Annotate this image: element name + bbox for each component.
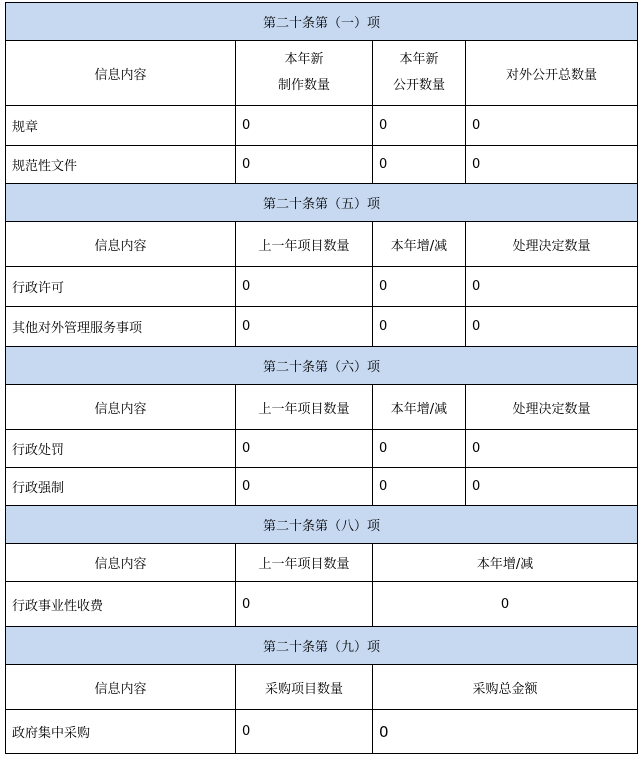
table-row xyxy=(6,468,638,506)
header-prev-year-count: 上一年项目数量 xyxy=(236,222,373,267)
row-label: 行政处罚 xyxy=(6,430,236,468)
header-prev-year-count: 上一年项目数量 xyxy=(236,544,373,582)
row-value: 0 xyxy=(466,430,638,468)
row-label: 行政强制 xyxy=(6,468,236,506)
section-title: 第二十条第（九）项 xyxy=(6,627,638,665)
table-row xyxy=(6,710,638,754)
row-label: 规范性文件 xyxy=(6,146,236,184)
header-info-content: 信息内容 xyxy=(6,665,236,710)
row-label: 其他对外管理服务事项 xyxy=(6,307,236,347)
row-value: 0 xyxy=(466,146,638,184)
row-label: 行政许可 xyxy=(6,267,236,307)
section-title: 第二十条第（八）项 xyxy=(6,506,638,544)
row-value: 0 xyxy=(466,106,638,146)
table-row xyxy=(6,267,638,307)
section-title-row xyxy=(6,506,638,544)
header-info-content: 信息内容 xyxy=(6,41,236,106)
row-value: 0 xyxy=(236,307,373,347)
header-change: 本年增/减 xyxy=(373,385,466,430)
row-label: 政府集中采购 xyxy=(6,710,236,754)
header-row xyxy=(6,665,638,710)
section-title-row xyxy=(6,627,638,665)
header-decision-count: 处理决定数量 xyxy=(466,222,638,267)
header-row xyxy=(6,544,638,582)
section-title-row xyxy=(6,184,638,222)
row-value: 0 xyxy=(373,106,466,146)
table-row xyxy=(6,582,638,627)
row-value: 0 xyxy=(373,710,638,754)
section-title: 第二十条第（一）项 xyxy=(6,3,638,41)
header-row xyxy=(6,385,638,430)
table-row xyxy=(6,307,638,347)
row-value: 0 xyxy=(236,710,373,754)
row-value: 0 xyxy=(236,468,373,506)
section-title: 第二十条第（五）项 xyxy=(6,184,638,222)
header-info-content: 信息内容 xyxy=(6,222,236,267)
header-purchase-count: 采购项目数量 xyxy=(236,665,373,710)
row-value: 0 xyxy=(373,146,466,184)
row-value: 0 xyxy=(373,582,638,627)
header-prev-year-count: 上一年项目数量 xyxy=(236,385,373,430)
row-value: 0 xyxy=(236,582,373,627)
table-row xyxy=(6,146,638,184)
row-value: 0 xyxy=(373,430,466,468)
section-title-row xyxy=(6,3,638,41)
row-value: 0 xyxy=(236,430,373,468)
table-row xyxy=(6,106,638,146)
section-title-row xyxy=(6,347,638,385)
row-value: 0 xyxy=(236,146,373,184)
disclosure-table xyxy=(5,2,638,754)
row-value: 0 xyxy=(373,307,466,347)
row-value: 0 xyxy=(236,267,373,307)
row-label: 规章 xyxy=(6,106,236,146)
header-change: 本年增/减 xyxy=(373,544,638,582)
row-value: 0 xyxy=(466,267,638,307)
header-new-published-count: 本年新 公开数量 xyxy=(373,41,466,106)
table-row xyxy=(6,430,638,468)
header-info-content: 信息内容 xyxy=(6,385,236,430)
header-decision-count: 处理决定数量 xyxy=(466,385,638,430)
header-new-made-count: 本年新 制作数量 xyxy=(236,41,373,106)
header-purchase-total: 采购总金额 xyxy=(373,665,638,710)
header-row xyxy=(6,222,638,267)
row-value: 0 xyxy=(236,106,373,146)
row-value: 0 xyxy=(373,267,466,307)
row-value: 0 xyxy=(466,468,638,506)
header-change: 本年增/减 xyxy=(373,222,466,267)
header-total-published-count: 对外公开总数量 xyxy=(466,41,638,106)
row-label: 行政事业性收费 xyxy=(6,582,236,627)
header-row xyxy=(6,41,638,106)
section-title: 第二十条第（六）项 xyxy=(6,347,638,385)
row-value: 0 xyxy=(466,307,638,347)
row-value: 0 xyxy=(373,468,466,506)
header-info-content: 信息内容 xyxy=(6,544,236,582)
